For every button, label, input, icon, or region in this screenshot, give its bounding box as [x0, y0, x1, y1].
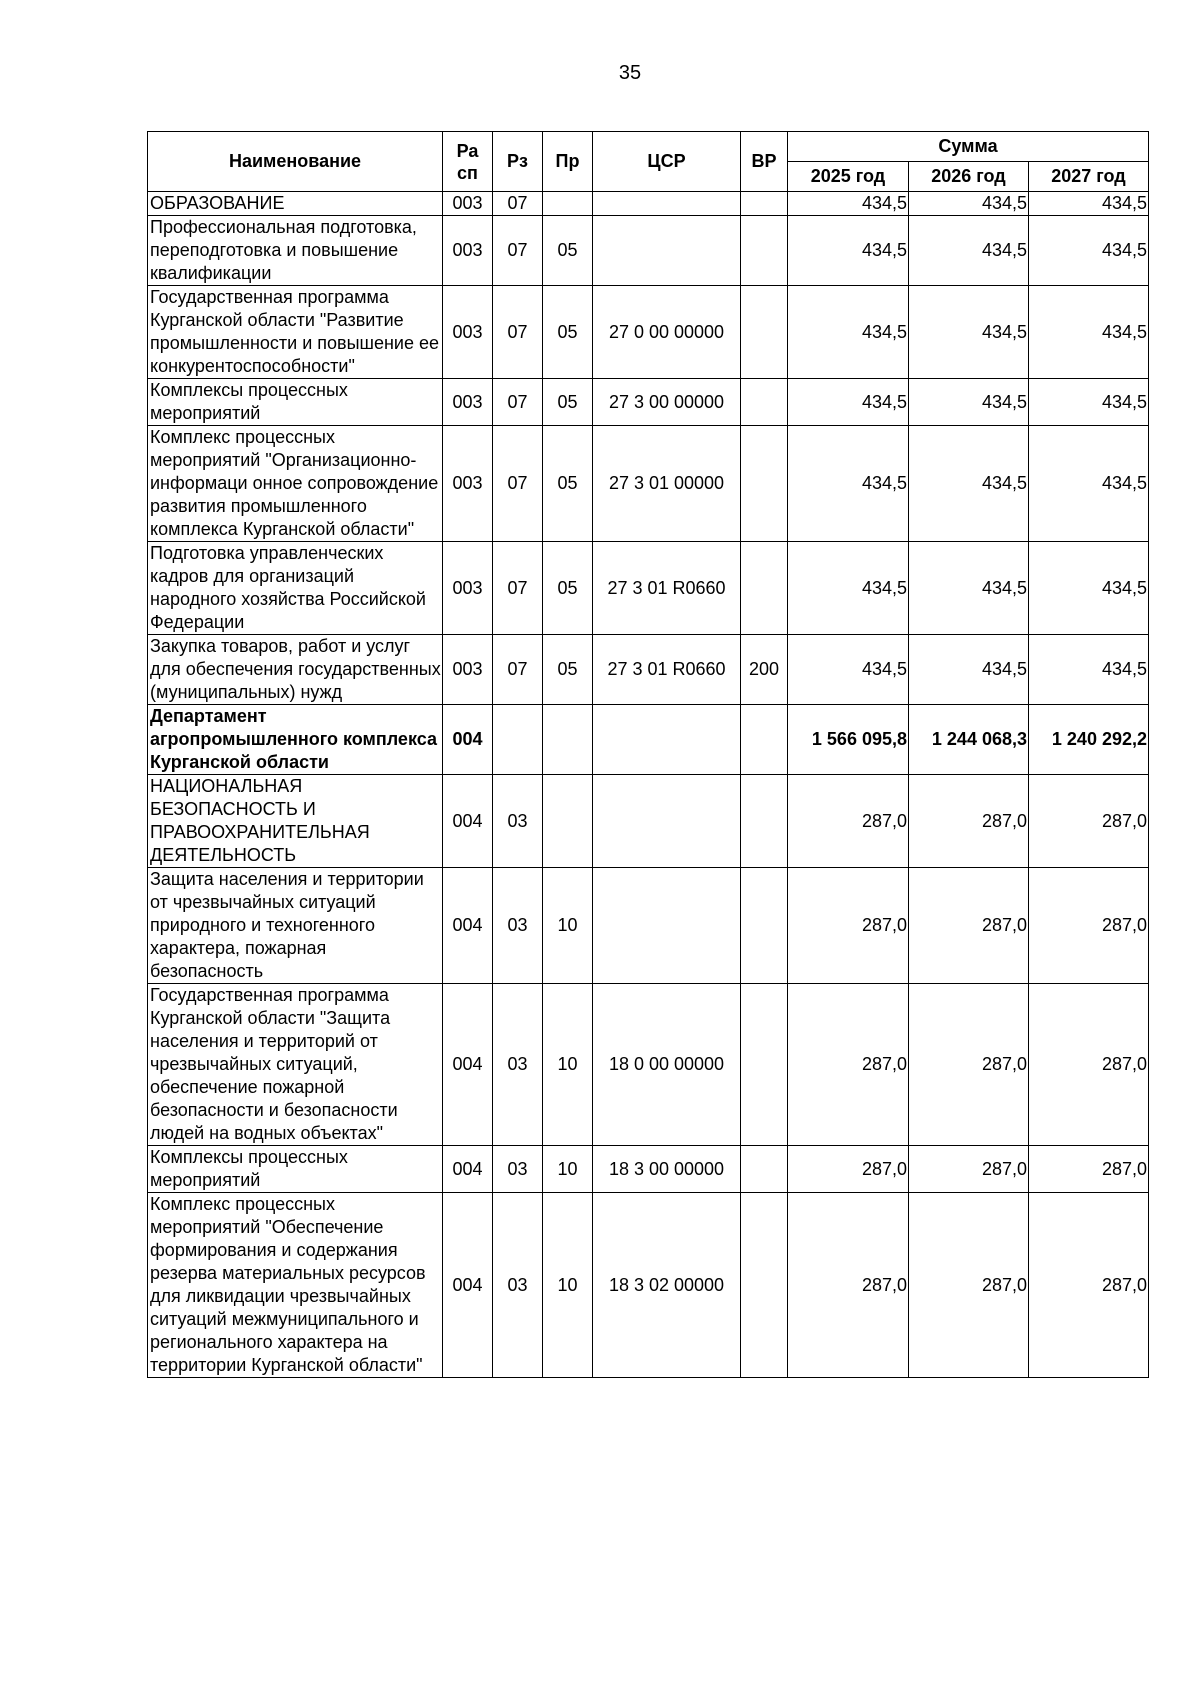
row-sum-2026: 434,5: [909, 426, 1029, 542]
row-rasp: 003: [443, 635, 493, 705]
row-name: Комплекс процессных мероприятий "Организационно-информаци онное сопровождение развития промышленного комплекса Курганской области": [148, 426, 443, 542]
row-sum-2027: 287,0: [1029, 775, 1149, 868]
row-vr: [741, 286, 788, 379]
row-rz: 07: [493, 426, 543, 542]
row-sum-2025: 434,5: [788, 379, 909, 426]
row-sum-2026: 434,5: [909, 542, 1029, 635]
row-rz: 07: [493, 192, 543, 216]
row-sum-2025: 434,5: [788, 635, 909, 705]
row-rz: 07: [493, 216, 543, 286]
row-rz: 07: [493, 635, 543, 705]
table-row: [148, 542, 1149, 635]
row-name: Подготовка управленческих кадров для организаций народного хозяйства Российской Федерации: [148, 542, 443, 635]
row-pr: 05: [543, 286, 593, 379]
row-rz: 03: [493, 868, 543, 984]
row-pr: [543, 192, 593, 216]
row-csr: 27 3 00 00000: [593, 379, 741, 426]
row-sum-2026: 434,5: [909, 286, 1029, 379]
row-vr: [741, 868, 788, 984]
row-vr: [741, 542, 788, 635]
header-rasp: [443, 132, 493, 192]
header-rasp-line2: сп: [457, 162, 478, 183]
row-pr: 05: [543, 379, 593, 426]
row-sum-2025: 434,5: [788, 286, 909, 379]
row-pr: [543, 705, 593, 775]
row-rasp: 004: [443, 1193, 493, 1378]
row-rasp: 003: [443, 192, 493, 216]
row-name: НАЦИОНАЛЬНАЯ БЕЗОПАСНОСТЬ И ПРАВООХРАНИТЕЛЬНАЯ ДЕЯТЕЛЬНОСТЬ: [148, 775, 443, 868]
row-pr: 10: [543, 984, 593, 1146]
header-pr: Пр: [543, 132, 593, 192]
row-name: Закупка товаров, работ и услуг для обеспечения государственных (муниципальных) нужд: [148, 635, 443, 705]
row-rasp: 004: [443, 868, 493, 984]
table-row: [148, 984, 1149, 1146]
row-csr: [593, 192, 741, 216]
row-rz: [493, 705, 543, 775]
row-csr: [593, 705, 741, 775]
row-pr: 05: [543, 426, 593, 542]
table-row: [148, 635, 1149, 705]
row-rasp: 003: [443, 379, 493, 426]
row-name: Профессиональная подготовка, переподготовка и повышение квалификации: [148, 216, 443, 286]
row-vr: [741, 1193, 788, 1378]
row-csr: 27 0 00 00000: [593, 286, 741, 379]
row-sum-2026: 434,5: [909, 635, 1029, 705]
row-sum-2026: 287,0: [909, 1146, 1029, 1193]
row-rz: 03: [493, 775, 543, 868]
row-rasp: 004: [443, 984, 493, 1146]
row-sum-2027: 434,5: [1029, 635, 1149, 705]
row-sum-2026: 287,0: [909, 984, 1029, 1146]
table-row: [148, 216, 1149, 286]
row-csr: 27 3 01 00000: [593, 426, 741, 542]
header-year-2026: 2026 год: [909, 162, 1029, 192]
row-rz: 07: [493, 286, 543, 379]
row-sum-2025: 287,0: [788, 868, 909, 984]
table-row: [148, 1146, 1149, 1193]
table-row: [148, 192, 1149, 216]
row-sum-2027: 287,0: [1029, 1146, 1149, 1193]
row-rasp: 003: [443, 542, 493, 635]
table-row: [148, 868, 1149, 984]
row-name: ОБРАЗОВАНИЕ: [148, 192, 443, 216]
row-vr: [741, 705, 788, 775]
row-sum-2026: 1 244 068,3: [909, 705, 1029, 775]
row-rz: 03: [493, 1193, 543, 1378]
row-sum-2026: 287,0: [909, 1193, 1029, 1378]
row-rz: 07: [493, 379, 543, 426]
row-sum-2027: 287,0: [1029, 984, 1149, 1146]
row-name: Комплексы процессных мероприятий: [148, 379, 443, 426]
header-year-2025: 2025 год: [788, 162, 909, 192]
table-row: [148, 705, 1149, 775]
table-body: [148, 192, 1149, 1378]
row-vr: [741, 1146, 788, 1193]
row-sum-2026: 434,5: [909, 379, 1029, 426]
row-sum-2025: 434,5: [788, 542, 909, 635]
row-sum-2025: 287,0: [788, 1193, 909, 1378]
row-rasp: 004: [443, 775, 493, 868]
row-rz: 03: [493, 1146, 543, 1193]
row-pr: 10: [543, 1193, 593, 1378]
row-pr: 05: [543, 216, 593, 286]
row-vr: 200: [741, 635, 788, 705]
row-sum-2026: 434,5: [909, 216, 1029, 286]
header-sum: Сумма: [788, 132, 1149, 162]
row-name: Комплекс процессных мероприятий "Обеспечение формирования и содержания резерва материальных ресурсов для ликвидации чрезвычайных ситуаций межмуниципального и регионального характера на территории Курганской области": [148, 1193, 443, 1378]
table-row: [148, 1193, 1149, 1378]
row-sum-2025: 434,5: [788, 192, 909, 216]
row-vr: [741, 775, 788, 868]
header-name: Наименование: [148, 132, 443, 192]
row-pr: 05: [543, 542, 593, 635]
row-sum-2026: 434,5: [909, 192, 1029, 216]
row-csr: 18 3 02 00000: [593, 1193, 741, 1378]
row-sum-2025: 287,0: [788, 984, 909, 1146]
row-rz: 07: [493, 542, 543, 635]
row-name: Государственная программа Курганской области "Развитие промышленности и повышение ее конкурентоспособности": [148, 286, 443, 379]
page-number: 35: [618, 62, 642, 84]
row-csr: 18 0 00 00000: [593, 984, 741, 1146]
row-rasp: 004: [443, 705, 493, 775]
row-rasp: 003: [443, 426, 493, 542]
row-name: Департамент агропромышленного комплекса Курганской области: [148, 705, 443, 775]
row-sum-2025: 287,0: [788, 1146, 909, 1193]
table-row: [148, 426, 1149, 542]
row-sum-2027: 434,5: [1029, 286, 1149, 379]
row-rasp: 003: [443, 216, 493, 286]
row-vr: [741, 379, 788, 426]
table-row: [148, 775, 1149, 868]
row-pr: 10: [543, 1146, 593, 1193]
row-name: Государственная программа Курганской области "Защита населения и территорий от чрезвычайных ситуаций, обеспечение пожарной безопасности и безопасности людей на водных объектах": [148, 984, 443, 1146]
row-vr: [741, 984, 788, 1146]
row-sum-2027: 1 240 292,2: [1029, 705, 1149, 775]
row-rasp: 003: [443, 286, 493, 379]
row-rz: 03: [493, 984, 543, 1146]
row-rasp: 004: [443, 1146, 493, 1193]
table-row: [148, 379, 1149, 426]
header-vr: ВР: [741, 132, 788, 192]
row-sum-2027: 434,5: [1029, 216, 1149, 286]
row-sum-2026: 287,0: [909, 775, 1029, 868]
header-rasp-line1: Ра: [456, 140, 479, 161]
row-name: Защита населения и территории от чрезвычайных ситуаций природного и техногенного характера, пожарная безопасность: [148, 868, 443, 984]
row-sum-2025: 434,5: [788, 426, 909, 542]
row-sum-2027: 434,5: [1029, 192, 1149, 216]
row-sum-2027: 287,0: [1029, 868, 1149, 984]
header-csr: ЦСР: [593, 132, 741, 192]
row-vr: [741, 216, 788, 286]
row-sum-2026: 287,0: [909, 868, 1029, 984]
row-pr: 10: [543, 868, 593, 984]
row-sum-2027: 434,5: [1029, 379, 1149, 426]
header-year-2027: 2027 год: [1029, 162, 1149, 192]
row-csr: 18 3 00 00000: [593, 1146, 741, 1193]
row-csr: 27 3 01 R0660: [593, 542, 741, 635]
row-pr: 05: [543, 635, 593, 705]
budget-table: [147, 131, 1149, 1378]
row-csr: 27 3 01 R0660: [593, 635, 741, 705]
row-sum-2025: 434,5: [788, 216, 909, 286]
row-csr: [593, 216, 741, 286]
row-name: Комплексы процессных мероприятий: [148, 1146, 443, 1193]
row-vr: [741, 426, 788, 542]
table-row: [148, 286, 1149, 379]
row-pr: [543, 775, 593, 868]
row-vr: [741, 192, 788, 216]
header-rz: Рз: [493, 132, 543, 192]
row-csr: [593, 775, 741, 868]
row-sum-2027: 434,5: [1029, 542, 1149, 635]
row-sum-2027: 287,0: [1029, 1193, 1149, 1378]
row-sum-2025: 1 566 095,8: [788, 705, 909, 775]
row-sum-2027: 434,5: [1029, 426, 1149, 542]
row-csr: [593, 868, 741, 984]
row-sum-2025: 287,0: [788, 775, 909, 868]
